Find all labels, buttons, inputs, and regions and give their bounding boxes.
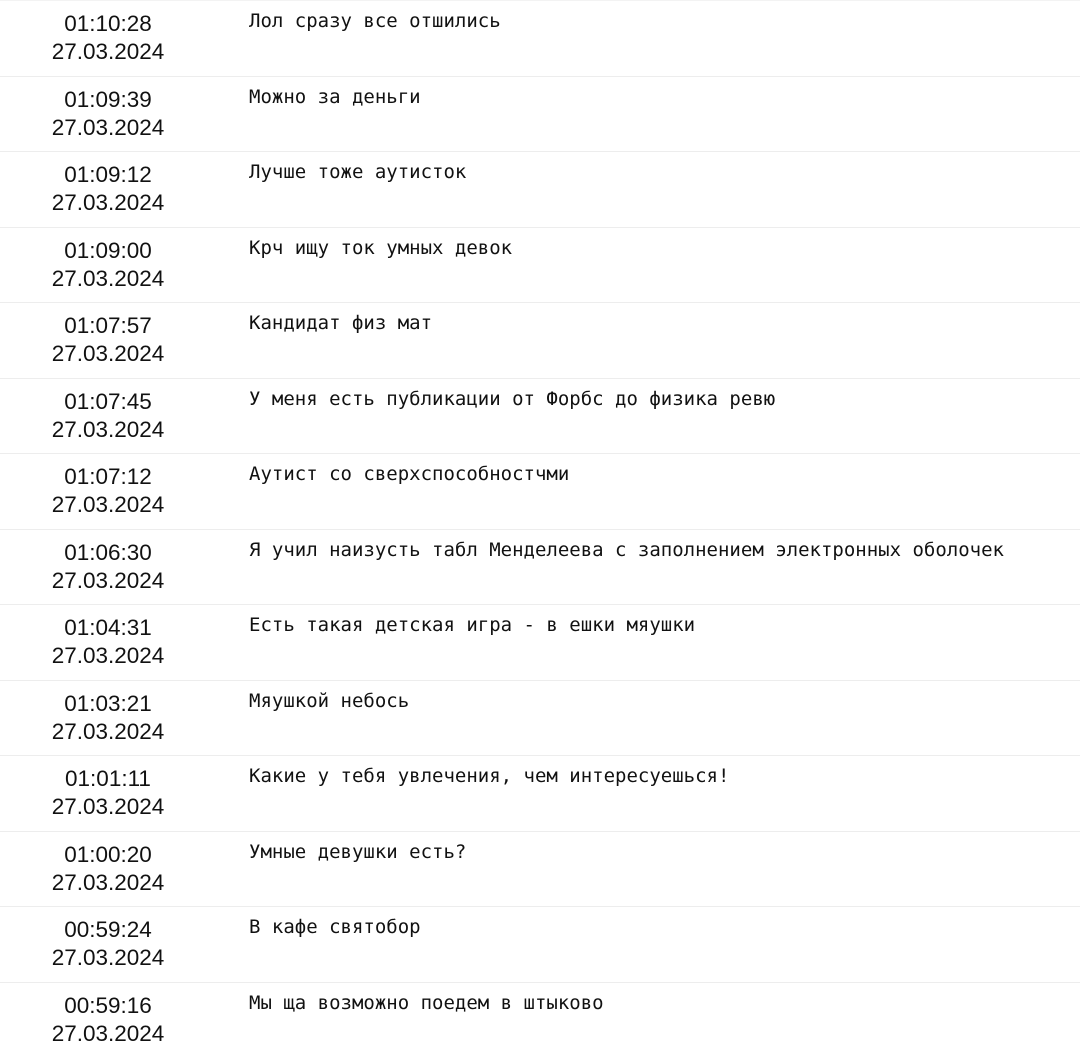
- message-timestamp: [0, 841, 216, 897]
- message-timestamp: [0, 237, 216, 293]
- message-row[interactable]: [0, 755, 1080, 831]
- message-date: 27.03.2024: [51, 869, 165, 895]
- message-row[interactable]: [0, 906, 1080, 982]
- message-timestamp: [0, 539, 216, 595]
- message-date: 27.03.2024: [51, 190, 165, 215]
- message-timestamp: [0, 614, 216, 670]
- message-text: Лучше тоже аутисток: [249, 161, 467, 183]
- message-time: 01:07:45: [64, 388, 152, 414]
- message-timestamp: [0, 690, 216, 746]
- message-text: Какие у тебя увлечения, чем интересуешься!: [249, 765, 730, 787]
- message-text: Мы ща возможно поедем в штыково: [249, 991, 604, 1014]
- message-text: У меня есть публикации от Форбс до физика ревю: [249, 387, 776, 410]
- message-row[interactable]: [0, 453, 1080, 529]
- message-time: 01:06:30: [64, 539, 152, 565]
- message-date: 27.03.2024: [51, 416, 165, 442]
- message-time: 00:59:16: [64, 992, 152, 1018]
- message-timestamp: [0, 388, 216, 444]
- message-time: 01:00:20: [64, 841, 152, 867]
- message-row[interactable]: [0, 604, 1080, 680]
- message-date: 27.03.2024: [51, 567, 165, 593]
- message-time: 01:07:12: [64, 464, 152, 489]
- message-row[interactable]: [0, 680, 1080, 756]
- message-timestamp: [0, 86, 216, 142]
- message-row[interactable]: [0, 982, 1080, 1058]
- message-text: Можно за деньги: [249, 85, 421, 108]
- message-row[interactable]: [0, 831, 1080, 907]
- message-text: В кафе святобор: [249, 916, 421, 938]
- message-time: 01:09:12: [64, 162, 152, 187]
- message-row[interactable]: [0, 0, 1080, 76]
- message-row[interactable]: [0, 378, 1080, 454]
- message-text: Аутист со сверхспособностчми: [249, 463, 570, 485]
- message-text: Крч ищу ток умных девок: [249, 236, 513, 259]
- message-text: Я учил наизусть табл Менделеева с заполнением электронных оболочек: [249, 538, 1004, 561]
- message-timestamp: [0, 765, 216, 821]
- message-date: 27.03.2024: [51, 643, 165, 668]
- message-date: 27.03.2024: [51, 39, 165, 64]
- message-text: Лол сразу все отшились: [249, 10, 501, 32]
- message-date: 27.03.2024: [51, 718, 165, 744]
- message-text: Есть такая детская игра - в ешки мяушки: [249, 614, 696, 636]
- message-date: 27.03.2024: [51, 341, 165, 366]
- message-time: 01:09:39: [64, 86, 152, 112]
- message-time: 00:59:24: [64, 917, 152, 942]
- message-timestamp: [0, 992, 216, 1048]
- message-timestamp: [0, 161, 216, 217]
- message-time: 01:09:00: [64, 237, 152, 263]
- message-timestamp: [0, 916, 216, 972]
- message-time: 01:10:28: [64, 11, 152, 36]
- message-row[interactable]: [0, 302, 1080, 378]
- message-timestamp: [0, 312, 216, 368]
- message-row[interactable]: [0, 76, 1080, 152]
- message-time: 01:01:11: [65, 766, 151, 791]
- message-date: 27.03.2024: [51, 265, 165, 291]
- message-date: 27.03.2024: [51, 945, 165, 970]
- message-time: 01:07:57: [64, 313, 152, 338]
- message-date: 27.03.2024: [51, 794, 165, 819]
- message-timestamp: [0, 10, 216, 66]
- message-date: 27.03.2024: [51, 114, 165, 140]
- message-row[interactable]: [0, 227, 1080, 303]
- message-row[interactable]: [0, 529, 1080, 605]
- message-time: 01:04:31: [64, 615, 152, 640]
- message-text: Мяушкой небось: [249, 689, 410, 712]
- message-text: Кандидат физ мат: [249, 312, 433, 334]
- message-time: 01:03:21: [64, 690, 152, 716]
- message-date: 27.03.2024: [51, 1020, 165, 1046]
- message-timestamp: [0, 463, 216, 519]
- message-text: Умные девушки есть?: [249, 840, 467, 863]
- message-date: 27.03.2024: [51, 492, 165, 517]
- message-row[interactable]: [0, 151, 1080, 227]
